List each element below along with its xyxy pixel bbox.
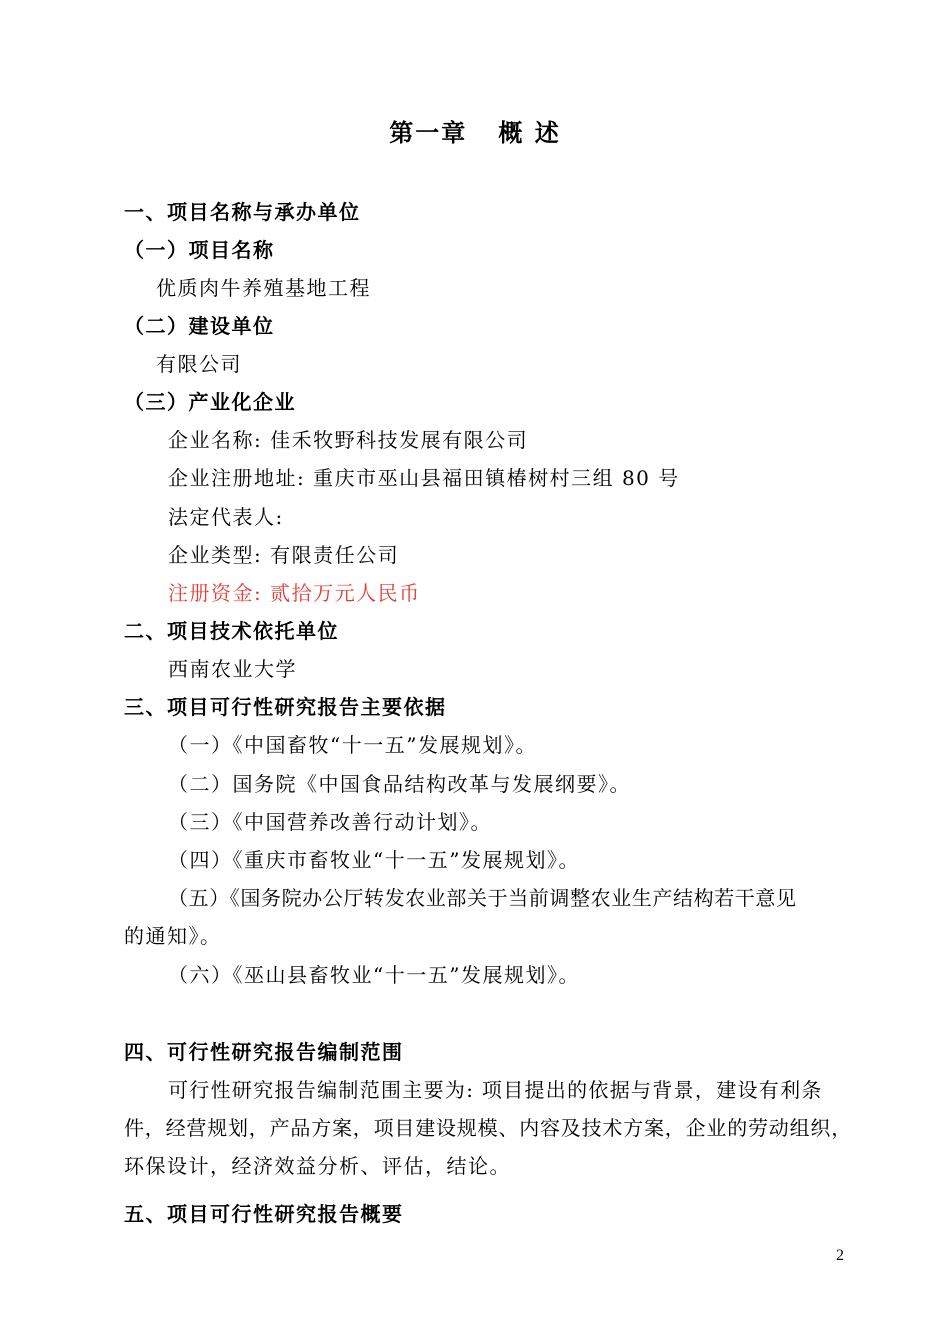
section-heading-1: 一、项目名称与承办单位 <box>124 200 361 224</box>
company-address-line: 企业注册地址: 重庆市巫山县福田镇椿树村三组 80 号 <box>168 466 680 490</box>
legal-representative-line: 法定代表人: <box>168 505 284 529</box>
section-heading-4: 四、可行性研究报告编制范围 <box>124 1040 404 1064</box>
scope-paragraph-line-3: 环保设计，经济效益分析、评估，结论。 <box>124 1154 511 1178</box>
scope-paragraph-line-2: 件，经营规划，产品方案，项目建设规模、内容及技术方案，企业的劳动组织， <box>124 1116 852 1140</box>
company-type-line: 企业类型: 有限责任公司 <box>168 543 400 567</box>
registered-capital-line: 注册资金: 贰拾万元人民币 <box>168 581 421 605</box>
section-heading-3: 三、项目可行性研究报告主要依据 <box>124 695 447 719</box>
basis-item-5-line-1: （五）《国务院办公厅转发农业部关于当前调整农业生产结构若干意见 <box>168 886 797 910</box>
project-name-text: 优质肉牛养殖基地工程 <box>156 276 371 300</box>
company-name-line: 企业名称: 佳禾牧野科技发展有限公司 <box>168 428 529 452</box>
builder-text: 有限公司 <box>156 352 242 376</box>
chapter-title: 第一章 概 述 <box>389 119 561 147</box>
basis-item-2: （二）国务院《中国食品结构改革与发展纲要》。 <box>168 772 631 796</box>
page-number: 2 <box>836 1247 844 1264</box>
subsection-heading-project-name: （一）项目名称 <box>124 238 275 262</box>
basis-item-1: （一）《中国畜牧“十一五”发展规划》。 <box>168 733 537 757</box>
section-heading-5: 五、项目可行性研究报告概要 <box>124 1202 404 1226</box>
scope-paragraph-line-1: 可行性研究报告编制范围主要为: 项目提出的依据与背景，建设有利条 <box>168 1078 823 1102</box>
basis-item-3: （三）《中国营养改善行动计划》。 <box>168 810 492 834</box>
section-heading-2: 二、项目技术依托单位 <box>124 619 339 643</box>
subsection-heading-builder: （二）建设单位 <box>124 314 275 338</box>
basis-item-6: （六）《巫山县畜牧业“十一五”发展规划》。 <box>168 963 580 987</box>
subsection-heading-enterprise: （三）产业化企业 <box>124 390 296 414</box>
basis-item-4: （四）《重庆市畜牧业“十一五”发展规划》。 <box>168 848 580 872</box>
basis-item-5-line-2: 的通知》。 <box>124 924 222 948</box>
technical-support-text: 西南农业大学 <box>168 657 297 681</box>
